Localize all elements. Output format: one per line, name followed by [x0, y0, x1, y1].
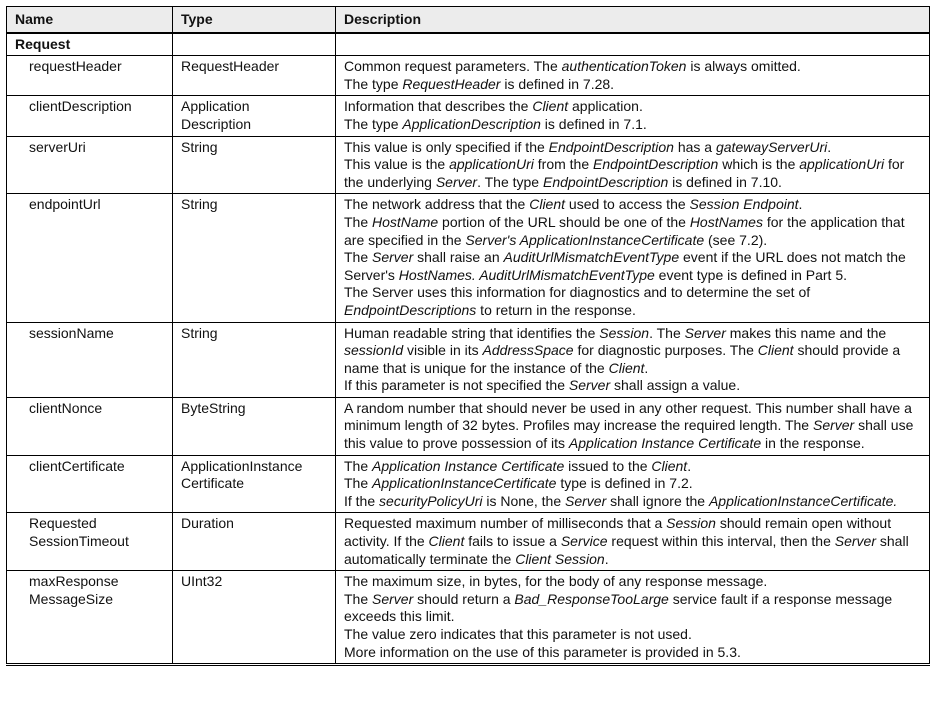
description-text: The value zero indicates that this parameter is not used.: [344, 626, 692, 642]
name-line: serverUri: [29, 138, 86, 155]
param-name-cell: [7, 136, 173, 194]
table-row: [7, 513, 930, 571]
description-text: .: [604, 550, 609, 567]
param-description-cell: [336, 96, 930, 136]
description-text: used to access the: [565, 196, 690, 213]
italic-term: EndpointDescriptions: [344, 301, 477, 318]
description-paragraph: [344, 515, 923, 568]
table-row: [7, 96, 930, 136]
italic-term: EndpointDescription: [593, 156, 719, 173]
table-row: [7, 56, 930, 96]
italic-term: Service: [560, 533, 608, 550]
description-text: should provide a name that is unique for the instance of the: [344, 342, 901, 376]
description-paragraph: [344, 573, 923, 591]
description-text: is defined in 7.28.: [500, 75, 615, 92]
italic-term: HostNames: [689, 213, 763, 230]
description-text: which is the: [718, 156, 800, 173]
italic-term: Client: [757, 342, 794, 359]
param-description-cell: [336, 571, 930, 665]
description-text: Human readable string that identifies the: [344, 324, 600, 341]
italic-term: Server: [812, 417, 855, 434]
param-type-cell: [173, 56, 336, 96]
param-description-cell: [336, 397, 930, 455]
description-paragraph: [344, 475, 923, 493]
description-text: for the application that are specified in the: [344, 213, 905, 248]
param-description-cell: [336, 455, 930, 513]
italic-term: RequestHeader: [402, 75, 501, 92]
description-paragraph: [344, 196, 923, 214]
param-type-cell: [173, 513, 336, 571]
italic-term: Application Instance Certificate: [568, 435, 762, 452]
italic-term: Server: [684, 324, 726, 341]
italic-term: Application Instance Certificate: [372, 457, 565, 474]
description-paragraph: [344, 458, 923, 476]
type-line: Certificate: [181, 475, 245, 492]
description-text: shall assign a value.: [610, 377, 741, 394]
description-paragraph: [344, 591, 923, 626]
description-text: This value is only specified if the: [344, 138, 549, 155]
italic-term: Client Session: [515, 550, 605, 567]
param-type-cell: [173, 194, 336, 322]
description-text: shall raise an: [413, 249, 504, 266]
description-text: If this parameter is not specified the: [344, 377, 569, 394]
description-paragraph: [344, 493, 923, 511]
param-type-cell: [173, 136, 336, 194]
italic-term: Server: [834, 533, 876, 550]
param-type-cell: [173, 96, 336, 136]
param-name-cell: [7, 513, 173, 571]
param-description-cell: [336, 194, 930, 322]
description-paragraph: [344, 116, 923, 134]
description-text: The: [344, 213, 373, 230]
name-line: Requested: [29, 515, 97, 532]
table-row: [7, 322, 930, 397]
description-text: should remain open without activity. If the: [344, 515, 892, 550]
description-text: is None, the: [482, 492, 565, 509]
description-text: If the: [344, 492, 380, 509]
description-text: visible in its: [403, 342, 483, 359]
param-name-cell: [7, 194, 173, 322]
description-text: request within this interval, then the: [607, 533, 835, 550]
description-paragraph: [344, 377, 923, 395]
description-text: The: [344, 249, 373, 266]
italic-term: Server: [568, 377, 611, 394]
description-text: issued to the: [564, 457, 652, 474]
table-body: [7, 33, 930, 665]
param-name-cell: [7, 397, 173, 455]
italic-term: Server's ApplicationInstanceCertificate: [465, 231, 705, 248]
table-header: [7, 7, 930, 33]
type-line: Description: [181, 115, 252, 132]
name-line: sessionName: [29, 324, 114, 341]
description-text: The Server uses this information for diagnostics and to determine the set of: [344, 284, 811, 301]
description-text: application.: [568, 98, 643, 115]
param-description-cell: [336, 56, 930, 96]
description-text: .: [687, 457, 692, 474]
description-text: . The type: [477, 173, 543, 190]
description-text: event if the URL does not match the Server's: [344, 249, 906, 283]
param-type-cell: [173, 455, 336, 513]
param-name-cell: [7, 322, 173, 397]
table-row: [7, 455, 930, 513]
description-text: is always omitted.: [686, 58, 801, 75]
italic-term: Session: [599, 324, 650, 341]
description-paragraph: [344, 156, 923, 191]
name-line: maxResponse: [29, 573, 119, 590]
italic-term: sessionId: [344, 342, 404, 359]
description-text: shall use this value to prove possession of its: [344, 417, 914, 452]
description-text: The network address that the: [344, 196, 530, 213]
param-description-cell: [336, 513, 930, 571]
description-text: is defined in 7.10.: [668, 173, 782, 190]
italic-term: AddressSpace: [482, 342, 574, 359]
italic-term: Client: [529, 196, 566, 213]
description-text: . The: [649, 324, 685, 341]
description-text: Information that describes the: [344, 98, 533, 115]
italic-term: Client: [532, 98, 569, 115]
description-text: to return in the response.: [476, 301, 636, 318]
description-text: Common request parameters. The: [344, 58, 562, 75]
description-paragraph: [344, 58, 923, 76]
italic-term: securityPolicyUri: [379, 492, 483, 509]
italic-term: EndpointDescription: [542, 173, 669, 190]
description-text: .: [644, 359, 649, 376]
description-paragraph: [344, 214, 923, 249]
description-paragraph: [344, 98, 923, 116]
header-name: Name: [7, 7, 173, 33]
type-line: ApplicationInstance: [181, 457, 303, 474]
description-text: .: [827, 138, 832, 155]
italic-term: ApplicationInstanceCertificate.: [708, 492, 898, 509]
italic-term: HostName: [372, 213, 439, 230]
param-description-cell: [336, 136, 930, 194]
description-text: (see 7.2).: [704, 231, 768, 248]
type-line: Duration: [181, 515, 234, 532]
description-text: The maximum size, in bytes, for the body of any response message.: [344, 573, 768, 590]
description-text: shall ignore the: [606, 492, 709, 509]
description-paragraph: [344, 284, 923, 319]
italic-term: HostNames. AuditUrlMismatchEventType: [398, 266, 655, 283]
param-name-cell: [7, 96, 173, 136]
name-line: clientCertificate: [29, 457, 125, 474]
name-line: clientNonce: [29, 399, 103, 416]
italic-term: Server: [565, 492, 607, 509]
description-text: The: [344, 457, 373, 474]
type-line: String: [181, 324, 218, 341]
description-text: A random number that should never be used in any other request. This number shall have a minimum length of 32 bytes. Profiles may increase the required length. The: [344, 399, 912, 434]
name-line: MessageSize: [29, 590, 114, 607]
description-paragraph: [344, 626, 923, 644]
italic-term: Server: [372, 590, 414, 607]
param-type-cell: [173, 397, 336, 455]
param-name-cell: [7, 455, 173, 513]
italic-term: applicationUri: [449, 156, 534, 173]
italic-term: Session Endpoint: [689, 196, 799, 213]
table-row: [7, 194, 930, 322]
description-text: More information on the use of this parameter is provided in 5.3.: [344, 643, 741, 660]
name-line: endpointUrl: [29, 196, 101, 213]
type-line: Application: [181, 98, 250, 115]
description-text: shall automatically terminate the: [344, 533, 909, 567]
description-text: type is defined in 7.2.: [556, 475, 693, 492]
description-text: The type: [344, 75, 403, 92]
name-line: clientDescription: [29, 98, 132, 115]
description-text: is defined in 7.1.: [540, 115, 647, 132]
italic-term: gatewayServerUri: [715, 138, 828, 155]
description-text: makes this name and the: [725, 324, 887, 341]
italic-term: Server: [435, 173, 478, 190]
italic-term: Client: [608, 359, 645, 376]
description-text: This value is the: [344, 156, 450, 173]
italic-term: Client: [651, 457, 688, 474]
description-text: The: [344, 475, 373, 492]
description-text: Requested maximum number of milliseconds that a: [344, 515, 667, 532]
section-label: Request: [7, 33, 173, 56]
description-paragraph: [344, 325, 923, 378]
header-type: Type: [173, 7, 336, 33]
param-description-cell: [336, 322, 930, 397]
italic-term: EndpointDescription: [548, 138, 674, 155]
name-line: SessionTimeout: [29, 533, 129, 550]
name-line: requestHeader: [29, 58, 122, 75]
description-paragraph: [344, 76, 923, 94]
type-line: String: [181, 138, 218, 155]
italic-term: AuditUrlMismatchEventType: [503, 249, 680, 266]
italic-term: applicationUri: [799, 156, 885, 173]
description-text: service fault if a response message exceeds this limit.: [344, 590, 893, 625]
italic-term: Client: [428, 533, 465, 550]
description-text: The: [344, 590, 373, 607]
description-text: should return a: [413, 590, 515, 607]
italic-term: Session: [666, 515, 716, 532]
header-description: Description: [336, 7, 930, 33]
table-row: [7, 397, 930, 455]
type-line: String: [181, 196, 218, 213]
param-name-cell: [7, 56, 173, 96]
type-line: UInt32: [181, 573, 223, 590]
table-row: [7, 571, 930, 665]
description-paragraph: [344, 139, 923, 157]
description-text: portion of the URL should be one of the: [438, 213, 690, 230]
type-line: RequestHeader: [181, 58, 280, 75]
description-text: has a: [673, 138, 716, 155]
type-line: ByteString: [181, 399, 246, 416]
description-text: event type is defined in Part 5.: [654, 266, 847, 283]
description-text: fails to issue a: [464, 533, 561, 550]
italic-term: ApplicationDescription: [402, 115, 541, 132]
italic-term: Server: [372, 249, 414, 266]
description-text: for the underlying: [344, 156, 905, 190]
param-name-cell: [7, 571, 173, 665]
description-paragraph: [344, 249, 923, 284]
parameter-table: [6, 6, 930, 666]
description-text: from the: [533, 156, 594, 173]
header-row: [7, 7, 930, 33]
param-type-cell: [173, 571, 336, 665]
description-text: in the response.: [761, 435, 865, 452]
section-empty-type: [173, 33, 336, 56]
description-text: The type: [344, 115, 403, 132]
description-text: for diagnostic purposes. The: [573, 342, 758, 359]
italic-term: Bad_ResponseTooLarge: [514, 590, 669, 607]
section-row: [7, 33, 930, 56]
description-text: .: [798, 196, 803, 213]
italic-term: ApplicationInstanceCertificate: [372, 475, 557, 492]
param-type-cell: [173, 322, 336, 397]
italic-term: authenticationToken: [561, 58, 687, 75]
table-row: [7, 136, 930, 194]
section-empty-description: [336, 33, 930, 56]
description-paragraph: [344, 400, 923, 453]
description-paragraph: [344, 644, 923, 662]
